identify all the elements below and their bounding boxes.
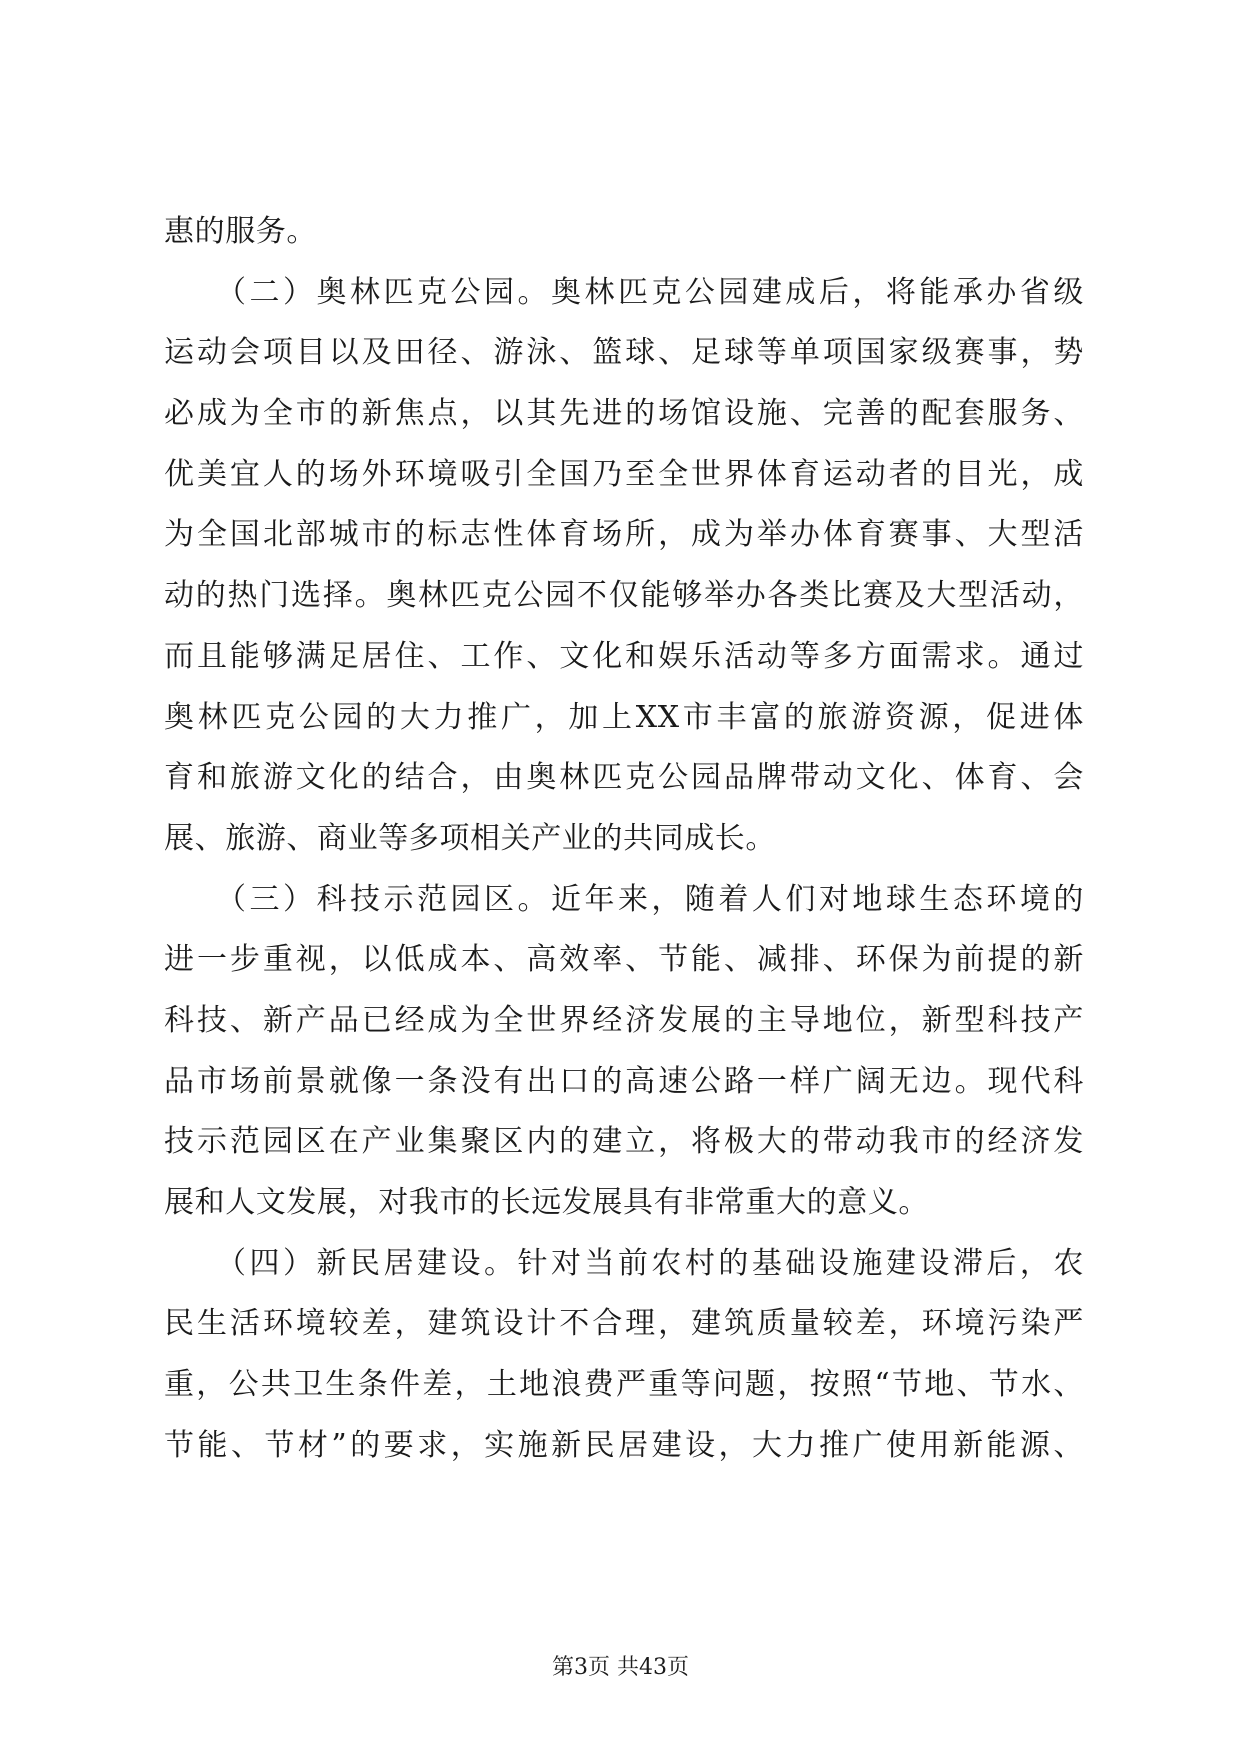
paragraph-line: （二）奥林匹克公园。奥林匹克公园建成后，将能承办省级: [164, 274, 1084, 310]
paragraph-line: 奥林匹克公园的大力推广，加上XX市丰富的旅游资源，促进体: [164, 699, 1084, 735]
paragraph-line: （四）新民居建设。针对当前农村的基础设施建设滞后，农: [164, 1245, 1084, 1281]
paragraph-line: 重，公共卫生条件差，土地浪费严重等问题，按照“节地、节水、: [164, 1367, 1084, 1403]
paragraph-line: 惠的服务。: [164, 214, 317, 249]
paragraph-line: 技示范园区在产业集聚区内的建立，将极大的带动我市的经济发: [164, 1124, 1084, 1160]
paragraph-line: 而且能够满足居住、工作、文化和娱乐活动等多方面需求。通过: [164, 638, 1084, 674]
paragraph-line: 品市场前景就像一条没有出口的高速公路一样广阔无边。现代科: [164, 1063, 1084, 1099]
paragraph-line: （三）科技示范园区。近年来，随着人们对地球生态环境的: [164, 881, 1084, 917]
paragraph-line: 动的热门选择。奥林匹克公园不仅能够举办各类比赛及大型活动，: [164, 578, 1084, 614]
document-body: [164, 202, 1084, 1476]
paragraph-line: 节能、节材”的要求，实施新民居建设，大力推广使用新能源、: [164, 1427, 1084, 1463]
paragraph-line: 进一步重视，以低成本、高效率、节能、减排、环保为前提的新: [164, 942, 1084, 978]
paragraph-line: 展和人文发展，对我市的长远发展具有非常重大的意义。: [164, 1185, 929, 1220]
paragraph-line: 展、旅游、商业等多项相关产业的共同成长。: [164, 820, 776, 856]
paragraph-line: 必成为全市的新焦点，以其先进的场馆设施、完善的配套服务、: [164, 396, 1084, 432]
paragraph-line: 民生活环境较差，建筑设计不合理，建筑质量较差，环境污染严: [164, 1306, 1084, 1342]
paragraph-line: 为全国北部城市的标志性体育场所，成为举办体育赛事、大型活: [164, 517, 1084, 553]
paragraph-line: 科技、新产品已经成为全世界经济发展的主导地位，新型科技产: [164, 1002, 1084, 1038]
paragraph-line: 育和旅游文化的结合，由奥林匹克公园品牌带动文化、体育、会: [164, 760, 1084, 796]
paragraph-line: 优美宜人的场外环境吸引全国乃至全世界体育运动者的目光，成: [164, 456, 1084, 492]
paragraph-line: 运动会项目以及田径、游泳、篮球、足球等单项国家级赛事，势: [164, 335, 1084, 371]
page-number-footer: 第3页 共43页: [552, 1655, 689, 1680]
